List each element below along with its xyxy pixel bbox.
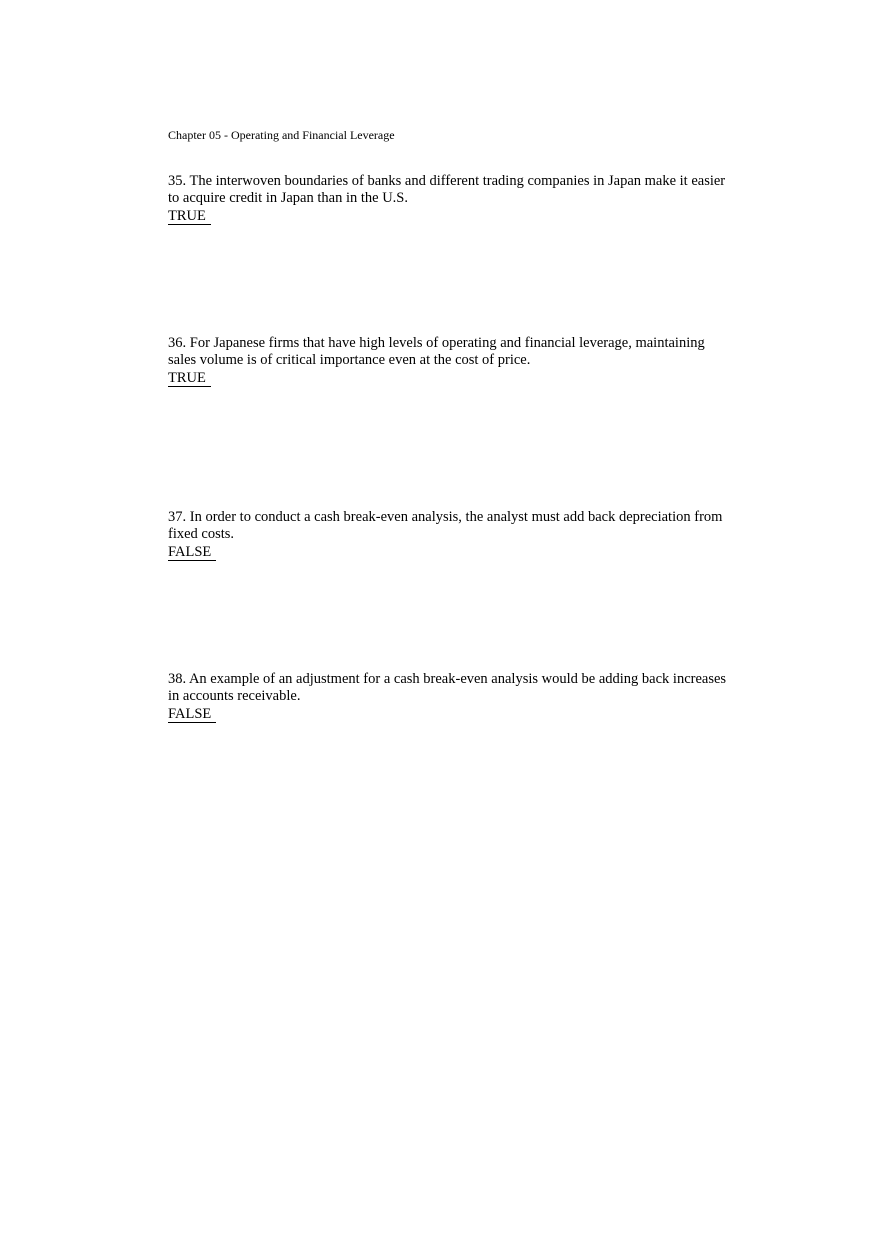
- answer-label: TRUE: [168, 209, 211, 225]
- question-text: 36. For Japanese firms that have high levels of operating and financial leverage, maintaining sales volume is of critical importance even at the cost of price.: [168, 335, 705, 368]
- question-text: 37. In order to conduct a cash break-even analysis, the analyst must add back depreciation from fixed costs.: [168, 509, 723, 542]
- question-text: 38. An example of an adjustment for a cash break-even analysis would be adding back increases in accounts receivable.: [168, 671, 727, 704]
- chapter-header: Chapter 05 - Operating and Financial Leverage: [168, 128, 395, 142]
- answer-label: FALSE: [168, 707, 216, 723]
- question-text: 35. The interwoven boundaries of banks and different trading companies in Japan make it easier to acquire credit in Japan than in the U.S.: [168, 173, 726, 206]
- answer-label: FALSE: [168, 545, 216, 561]
- answer-label: TRUE: [168, 371, 211, 387]
- question-38: [168, 671, 728, 723]
- question-35: [168, 173, 728, 225]
- question-36: [168, 335, 728, 387]
- question-37: [168, 509, 728, 561]
